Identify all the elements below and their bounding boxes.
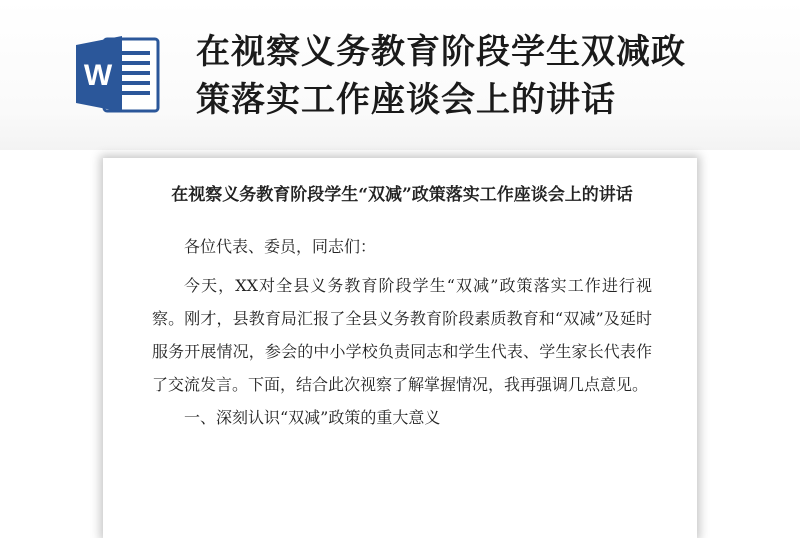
banner-title-line-2: 策落实工作座谈会上的讲话: [196, 80, 616, 120]
section-heading-1: 一、深刻认识“双减”政策的重大意义: [184, 408, 441, 427]
header-banner: [0, 0, 800, 150]
paragraph-1: 今天，XX对全县义务教育阶段学生“双减”政策落实工作进行视察。刚才，县教育局汇报了全县义务教育阶段素质教育和“双减”及延时服务开展情况，参会的中小学校负责同志和学生代表、学生家长代表作了交流发言。下面，结合此次视察了解掌握情况，我再强调几点意见。: [152, 276, 652, 394]
microsoft-word-icon: [74, 33, 162, 115]
salutation: 各位代表、委员，同志们：: [184, 237, 377, 256]
document-body: [152, 178, 652, 434]
word-logo-letter: W: [83, 59, 113, 92]
document-title: 在视察义务教育阶段学生“双减”政策落实工作座谈会上的讲话: [171, 185, 633, 205]
banner-title: [196, 28, 756, 124]
banner-title-line-1: 在视察义务教育阶段学生双减政: [196, 32, 686, 72]
